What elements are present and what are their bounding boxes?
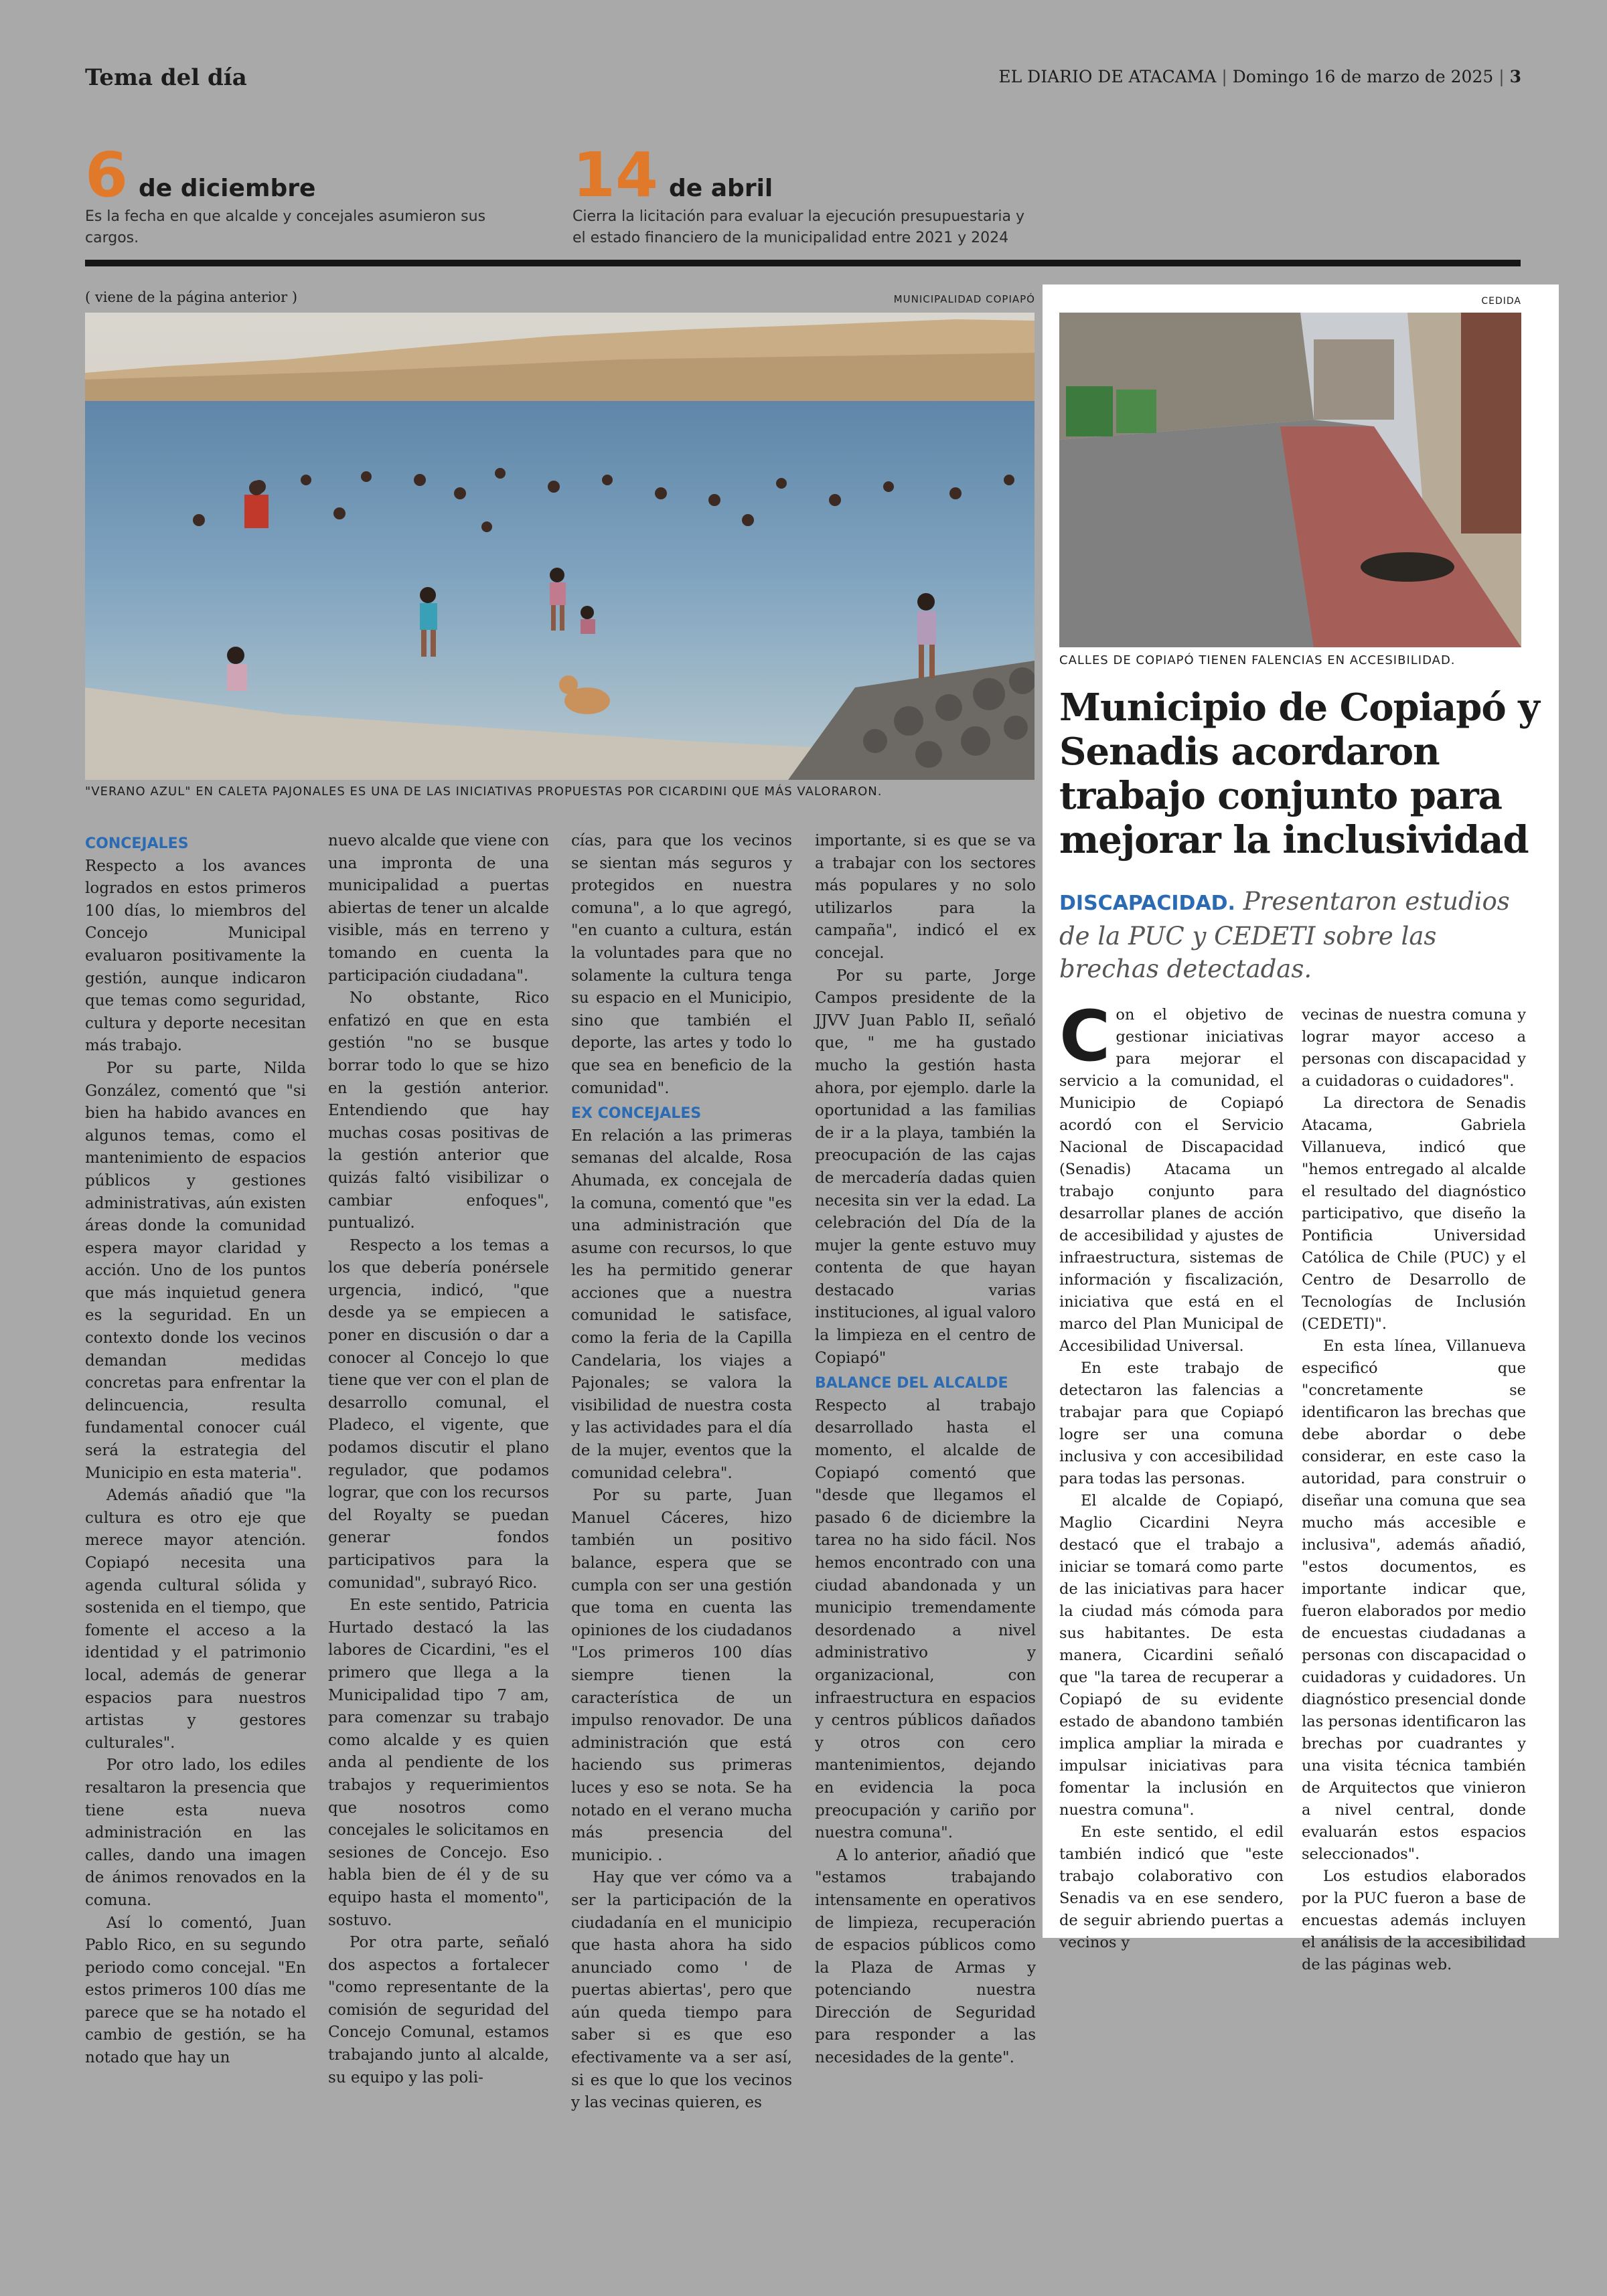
paragraph: El alcalde de Copiapó, Maglio Cicardini Neyra destacó que el trabajo a iniciar se tomará como parte de las iniciativas para hacer la ciudad más cómoda para sus habitantes. De esta manera, Cicardini señaló que "la tarea de recuperar a Copiapó de su evidente estado de abandono también implica ampliar la mirada e impulsar iniciativas para fomentar la inclusión en nuestra comuna". bbox=[1059, 1492, 1284, 1819]
paragraph: La directora de Senadis Atacama, Gabriela Villanueva, indicó que "hemos entregado al alcalde el resultado del diagnóstico participativo, que diseño la Pontificia Universidad Católica de Chile (PUC) y el Centro de Desarrollo de Tecnologías de Inclusión (CEDETI)". bbox=[1302, 1094, 1526, 1333]
subhead-ex-concejales: EX CONCEJALES bbox=[571, 1105, 702, 1123]
continued-note: ( viene de la página anterior ) bbox=[85, 289, 298, 305]
paragraph: En este sentido, Patricia Hurtado destacó la las labores de Cicardini, "es el primero que llega a la Municipalidad tipo 7 am, para comenzar su trabajo como alcalde y es quien anda al pendiente de los trabajos y requerimientos que nosotros como concejales le solicitamos en sesiones de Concejo. Eso habla bien de él y de su equipo hasta el momento", sostuvo. bbox=[328, 1596, 549, 1929]
lead-text: Presentaron estudios de la PUC y CEDETI sobre las brechas detectadas. bbox=[1059, 887, 1510, 983]
article-column-3 bbox=[571, 830, 792, 2115]
paragraph bbox=[1059, 995, 1284, 1358]
sidebar-headline: Municipio de Copiapó y Senadis acordaron trabajo conjunto para mejorar la inclusividad bbox=[1059, 685, 1539, 862]
stat-dec6 bbox=[85, 139, 540, 249]
paragraph: Así lo comentó, Juan Pablo Rico, en su segundo periodo como concejal. "En estos primeros 100 días me parece que se ha notado el cambio de gestión, se ha notado que hay un bbox=[85, 1914, 306, 2067]
header-rule bbox=[85, 260, 1521, 266]
paragraph: Por su parte, Nilda González, comentó que "si bien ha habido avances en algunos temas, como el mantenimiento de espacios públicos y gestiones administrativas, aún existen áreas donde la comunidad espera mayor claridad y acción. Uno de los puntos que más inquietud genera es la seguridad. En un contexto donde los vecinos demandan medidas concretas para enfrentar la delincuencia, resulta fundamental conocer cuál será la estrategia del Municipio en esta materia". bbox=[85, 1059, 306, 1482]
beach-photo-caption: "VERANO AZUL" EN CALETA PAJONALES ES UNA DE LAS INICIATIVAS PROPUESTAS POR CICARDINI QUE MÁS VALORARON. bbox=[85, 785, 883, 799]
paragraph: A lo anterior, añadió que "estamos trabajando intensamente en operativos de limpieza, recuperación de espacios públicos como la Plaza de Armas y potenciando nuestra Dirección de Seguridad para responder a las necesidades de la gente". bbox=[815, 1846, 1036, 2067]
paragraph: En este trabajo de detectaron las falencias a trabajar para que Copiapó logre ser una comuna inclusiva y con accesibilidad para todas las personas. bbox=[1059, 1360, 1284, 1487]
paragraph: importante, si es que se va a trabajar con los sectores más populares y no solo utilizarlos para la campaña", indicó el ex concejal. bbox=[815, 832, 1036, 962]
paragraph: Por su parte, Jorge Campos presidente de la JJVV Juan Pablo II, señaló que, " me ha gustado mucho la gestión hasta ahora, por ejemplo. darle la oportunidad a las familias de ir a la playa, también la preocupación de las cajas de mercadería dadas quien necesita sin ver la edad. La celebración del Día de la mujer la gente estuvo muy contenta de que hayan destacado varias instituciones, al igual valoro la limpieza en el centro de Copiapó" bbox=[815, 967, 1036, 1367]
sidebar-column-2 bbox=[1302, 1004, 1526, 1976]
stat-description: Es la fecha en que alcalde y concejales asumieron sus cargos. bbox=[85, 208, 486, 246]
section-title: Tema del día bbox=[85, 64, 247, 91]
article-column-4 bbox=[815, 830, 1036, 2070]
paragraph: Respecto a los temas a los que debería ponérsele urgencia, indicó, "que desde ya se empiecen a poner en discusión o dar a conocer al Concejo lo que tiene que ver con el plan de desarrollo comunal, el Pladeco, el vigente, que podamos discutir el plano regulador, que podamos lograr, que con los recursos del Royalty se puedan generar fondos participativos para la comunidad", subrayó Rico. bbox=[328, 1236, 549, 1592]
paragraph: cías, para que los vecinos se sientan más seguros y protegidos en nuestra comuna", a lo que agregó, "en cuanto a cultura, están la voluntades para que no solamente la cultura tenga su espacio en el Municipio, sino que también el deporte, las artes y todo lo que sea en beneficio de la comunidad". bbox=[571, 832, 792, 1097]
paragraph: Los estudios elaborados por la PUC fueron a base de encuestas además incluyen el análisis de la accesibilidad de las páginas web. bbox=[1302, 1868, 1526, 1973]
street-photo-credit: CEDIDA bbox=[1481, 296, 1521, 307]
paragraph: Hay que ver cómo va a ser la participación de la ciudadanía en el municipio que hasta ahora ha sido anunciado como ' de puertas abiertas', pero que aún queda tiempo para saber si es que eso efectivamente va a ser así, si es que lo que los vecinos y las vecinas quieren, es bbox=[571, 1869, 792, 2112]
paragraph: Además añadió que "la cultura es otro eje que merece mayor atención. Copiapó necesita una agenda cultural sólida y sostenida en el tiempo, que fomente el acceso a la identidad y el patrimonio local, además de generar espacios para nuestros artistas y gestores culturales". bbox=[85, 1487, 306, 1752]
article-column-2 bbox=[328, 830, 549, 2089]
paragraph-text: on el objetivo de gestionar iniciativas para mejorar el servicio a la comunidad, el Municipio de Copiapó acordó con el Servicio Nacional de Discapacidad (Senadis) Atacama un trabajo conjunto para desarrollar planes de acción de accesibilidad y ajustes de infraestructura, sistemas de información y fiscalización, iniciativa que está en el marco del Plan Municipal de Accesibilidad Universal. bbox=[1059, 1006, 1284, 1355]
stat-label: de diciembre bbox=[139, 175, 316, 202]
stat-description: Cierra la licitación para evaluar la ejecución presupuestaria y el estado financiero de la municipalidad entre 2021 y 2024 bbox=[572, 208, 1025, 246]
street-scene-illustration bbox=[1059, 313, 1521, 647]
newspaper-name: EL DIARIO DE ATACAMA bbox=[998, 67, 1217, 86]
page-number: 3 bbox=[1509, 67, 1521, 86]
paragraph: En este sentido, el edil también indicó que "este trabajo colaborativo con Senadis va en ese sendero, de seguir abriendo puertas a vecinos y bbox=[1059, 1823, 1284, 1951]
article-column-1 bbox=[85, 830, 306, 2070]
subhead-concejales: CONCEJALES bbox=[85, 835, 189, 852]
issue-date: Domingo 16 de marzo de 2025 bbox=[1232, 67, 1494, 86]
paragraph: En relación a las primeras semanas del alcalde, Rosa Ahumada, ex concejala de la comuna, comentó que "es una administración que asume con recursos, lo que les ha permitido generar acciones que a nuestra comunidad le satisface, como la feria de la Capilla Candelaria, los viajes a Pajonales; se valora la visibilidad de nuestra costa y las actividades para el día de la mujer, eventos que la comunidad celebra". bbox=[571, 1127, 792, 1482]
sidebar-column-1 bbox=[1059, 995, 1284, 1954]
paragraph: nuevo alcalde que viene con una impronta de una municipalidad a puertas abiertas de tener un alcalde visible, más en terreno y tomando en cuenta la participación ciudadana". bbox=[328, 832, 549, 985]
beach-photo bbox=[85, 313, 1035, 780]
paragraph: Respecto al trabajo desarrollado hasta el momento, el alcalde de Copiapó comentó que "desde que llegamos el pasado 6 de diciembre la tarea no ha sido fácil. Nos hemos encontrado con una ciudad abandonada y un municipio tremendamente desordenado a nivel administrativo y organizacional, con infraestructura en espacios y centros públicos dañados y otros con cero mantenimientos, dejando en evidencia la poca preocupación y cariño por nuestra comuna". bbox=[815, 1396, 1036, 1842]
paragraph: Por otro lado, los ediles resaltaron la presencia que tiene esta nueva administración en las calles, dando una imagen de ánimos renovados en la comuna. bbox=[85, 1756, 306, 1909]
paragraph: Por su parte, Juan Manuel Cáceres, hizo también un positivo balance, espera que se cumpla con ser una gestión que toma en cuenta las opiniones de los ciudadanos "Los primeros 100 días siempre tienen la característica de un impulso renovador. De una administración que está haciendo sus primeras luces y eso se nota. Se ha notado en el verano mucha más presencia del municipio. . bbox=[571, 1487, 792, 1864]
drop-cap: C bbox=[1059, 995, 1111, 1077]
lead-kicker: DISCAPACIDAD. bbox=[1059, 892, 1235, 915]
paragraph: No obstante, Rico enfatizó en que en esta gestión "no se busque borrar todo lo que se hizo en la gestión anterior. Entendiendo que hay muchas cosas positivas de la gestión anterior que quizás faltó visibilizar o cambiar enfoques", puntualizó. bbox=[328, 989, 549, 1232]
stat-number: 6 bbox=[85, 139, 129, 211]
street-photo bbox=[1059, 313, 1521, 647]
paragraph: Por otra parte, señaló dos aspectos a fortalecer "como representante de la comisión de seguridad del Concejo Comunal, estamos trabajando junto al alcalde, su equipo y las poli- bbox=[328, 1934, 549, 2086]
paragraph: Respecto a los avances logrados en estos primeros 100 días, lo miembros del Concejo Municipal evaluaron positivamente la gestión, aunque indicaron que temas como seguridad, cultura y deporte necesitan más trabajo. bbox=[85, 857, 306, 1055]
paragraph: vecinas de nuestra comuna y lograr mayor acceso a personas con discapacidad y a cuidadoras o cuidadores". bbox=[1302, 1006, 1526, 1090]
stat-number: 14 bbox=[572, 139, 659, 211]
paragraph: En esta línea, Villanueva especificó que "concretamente se identificaron las brechas que debe abordar o debe considerar, en este caso la autoridad, para construir o diseñar una comuna que sea mucho más accesible e inclusiva", además añadió, "estos documentos, es importante indicar que, fueron elaborados por medio de encuestas ciudadanas a personas con discapacidad o cuidadoras y cuidadores. Un diagnóstico presencial donde las personas identificaron las brechas por cuadrantes y una visita técnica también de Arquitectos que vinieron a nivel central, donde evaluarán estos espacios seleccionados". bbox=[1302, 1337, 1526, 1863]
street-photo-caption: CALLES DE COPIAPÓ TIENEN FALENCIAS EN ACCESIBILIDAD. bbox=[1059, 653, 1456, 667]
beach-scene-illustration bbox=[85, 313, 1035, 780]
photo-credit: MUNICIPALIDAD COPIAPÓ bbox=[893, 293, 1035, 305]
stat-label: de abril bbox=[669, 175, 773, 202]
masthead-info: EL DIARIO DE ATACAMA | Domingo 16 de marzo de 2025 | 3 bbox=[998, 67, 1521, 86]
subhead-balance: BALANCE DEL ALCALDE bbox=[815, 1375, 1008, 1392]
stat-apr14 bbox=[572, 139, 1041, 249]
sidebar-lead bbox=[1059, 885, 1541, 985]
